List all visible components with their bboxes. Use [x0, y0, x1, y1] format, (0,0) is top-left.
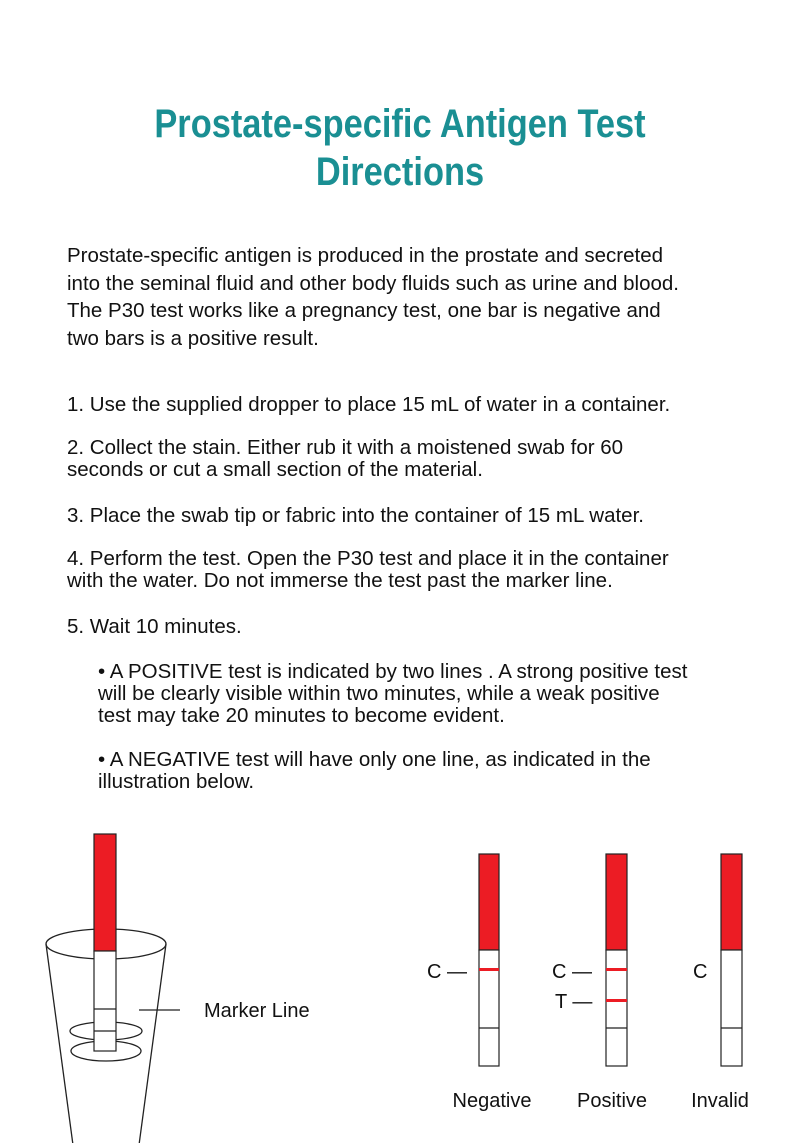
bullet-negative — [98, 749, 651, 793]
label-negative: Negative — [452, 1090, 532, 1112]
intro-paragraph — [67, 242, 679, 352]
step-2 — [67, 437, 623, 481]
test-illustration — [0, 810, 800, 1143]
step-line: with the water. Do not immerse the test past the marker line. — [67, 569, 613, 592]
marker-line-label: Marker Line — [204, 1000, 310, 1022]
bullet-line: test may take 20 minutes to become evident. — [98, 704, 505, 727]
strip-negative-c-label: C — — [427, 961, 467, 983]
step-3 — [67, 505, 644, 527]
page-title — [56, 100, 744, 196]
strip-positive — [606, 854, 627, 1066]
intro-line: The P30 test works like a pregnancy test, one bar is negative and — [67, 299, 661, 322]
title-line-1: Prostate-specific Antigen Test — [154, 102, 646, 146]
step-line: 4. Perform the test. Open the P30 test and place it in the container — [67, 547, 669, 570]
intro-line: two bars is a positive result. — [67, 326, 319, 350]
label-invalid: Invalid — [691, 1090, 749, 1112]
strip-invalid-c-label: C — [693, 961, 708, 983]
intro-line: Prostate-specific antigen is produced in the prostate and secreted — [67, 244, 663, 267]
step-5 — [67, 616, 242, 638]
step-1 — [67, 394, 670, 416]
strip-negative — [479, 854, 499, 1066]
label-positive: Positive — [576, 1090, 648, 1112]
step-4 — [67, 548, 669, 592]
bullet-line: illustration below. — [98, 770, 255, 793]
step-line: 1. Use the supplied dropper to place 15 mL of water in a container. — [67, 393, 671, 416]
strip-positive-t-label: T — — [555, 991, 593, 1013]
title-line-2: Directions — [315, 150, 485, 194]
bullet-positive — [98, 661, 687, 727]
bullet-line: • A POSITIVE test is indicated by two lines . A strong positive test — [98, 660, 688, 683]
strip-invalid — [721, 854, 742, 1066]
step-line: 3. Place the swab tip or fabric into the container of 15 mL water. — [67, 504, 644, 527]
bullet-line: will be clearly visible within two minutes, while a weak positive — [98, 682, 660, 705]
bullet-line: • A NEGATIVE test will have only one line, as indicated in the — [98, 748, 651, 771]
step-line: seconds or cut a small section of the material. — [67, 458, 483, 481]
strip-positive-c-label: C — — [552, 961, 592, 983]
strip-in-container — [94, 834, 116, 1051]
step-line: 5. Wait 10 minutes. — [67, 615, 242, 638]
intro-line: into the seminal fluid and other body fluids such as urine and blood. — [67, 271, 679, 295]
step-line: 2. Collect the stain. Either rub it with a moistened swab for 60 — [67, 436, 624, 459]
